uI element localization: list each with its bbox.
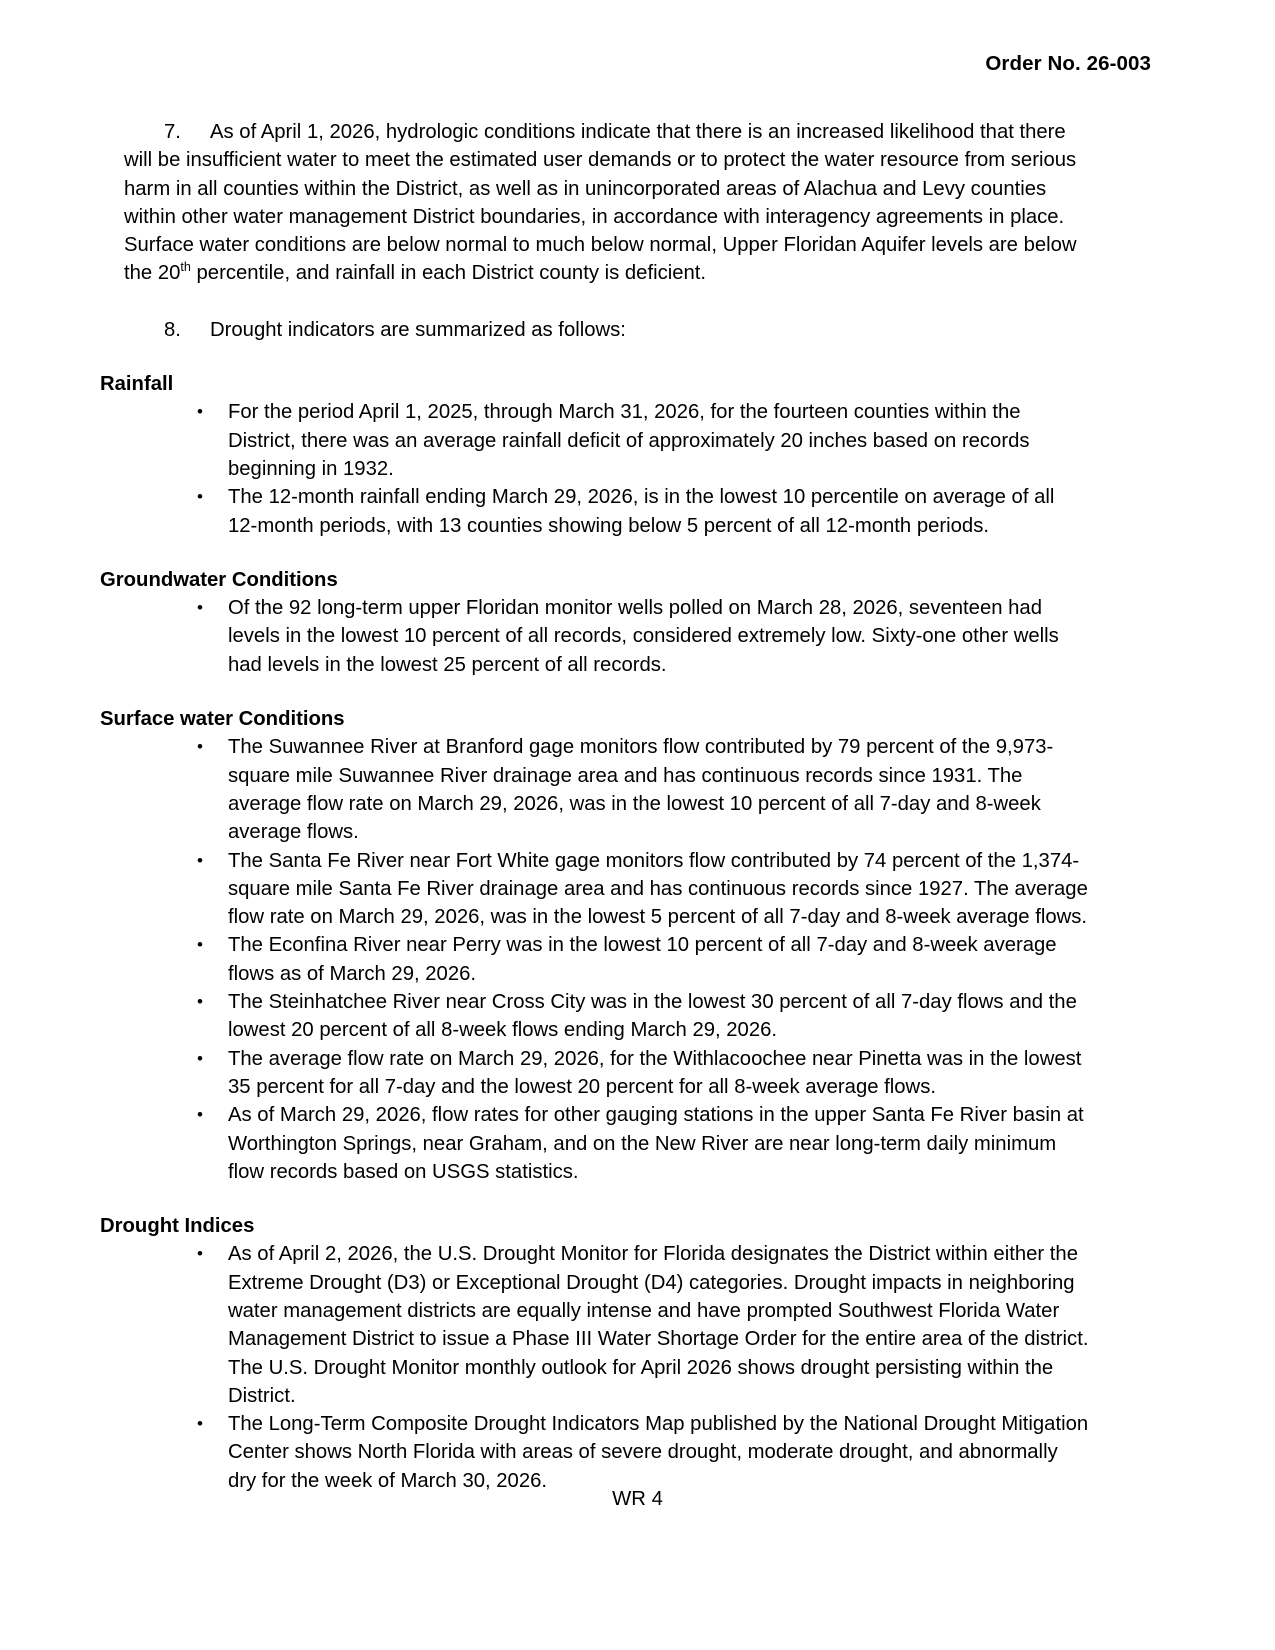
list-item-text: As of March 29, 2026, flow rates for other gauging stations in the upper Santa Fe River basin at Worthington Springs, near Graham, and on the New River are near long-term daily minimum flow records based on USGS statistics. — [228, 1104, 1084, 1183]
list-item-text: The 12-month rainfall ending March 29, 2026, is in the lowest 10 percentile on average of all 12-month periods, with 13 counties showing below 5 percent of all 12-month periods. — [228, 486, 1055, 537]
page-footer: WR 4 — [612, 1488, 663, 1510]
list-item — [124, 483, 1089, 540]
list-item-text: As of April 2, 2026, the U.S. Drought Monitor for Florida designates the District within either the Extreme Drought (D3) or Exceptional Drought (D4) categories. Drought impacts in neighboring water management districts are equally intense and have prompted Southwest Florida Water Management District to issue a Phase III Water Shortage Order for the entire area of the district. The U.S. Drought Monitor monthly outlook for April 2026 shows drought persisting within the District. — [228, 1243, 1089, 1407]
bullet-icon: • — [197, 402, 203, 422]
bullet-icon: • — [197, 1414, 203, 1434]
page-header-order-number: Order No. 26-003 — [985, 52, 1151, 75]
section-heading-rainfall: Rainfall — [100, 373, 174, 396]
spacer — [124, 679, 1089, 705]
list-item — [124, 733, 1089, 846]
paragraph-8-text: Drought indicators are summarized as follows: — [210, 318, 626, 341]
bullet-icon: • — [197, 1244, 203, 1264]
list-item — [124, 988, 1089, 1045]
bullet-icon: • — [197, 1105, 203, 1125]
bullet-icon: • — [197, 598, 203, 618]
bullet-icon: • — [197, 1048, 203, 1068]
list-item — [124, 1410, 1089, 1495]
list-item — [124, 594, 1089, 679]
bullet-icon: • — [197, 935, 203, 955]
ordinal-suffix: th — [180, 260, 191, 275]
list-item-text: For the period April 1, 2025, through March 31, 2026, for the fourteen counties within the District, there was an average rainfall deficit of approximately 20 inches based on records beginning in 1932. — [228, 401, 1030, 480]
list-item-text: The Suwannee River at Branford gage monitors flow contributed by 79 percent of the 9,973-square mile Suwannee River drainage area and has continuous records since 1931. The average flow rate on March 29, 2026, was in the lowest 10 percent of all 7-day and 8-week average flows. — [228, 736, 1054, 844]
list-item-text: The Long-Term Composite Drought Indicators Map published by the National Drought Mitigation Center shows North Florida with areas of severe drought, moderate drought, and abnormally dry for the week of March 30, 2026. — [228, 1413, 1089, 1492]
bullet-icon: • — [197, 992, 203, 1012]
bullet-list-groundwater — [124, 594, 1089, 679]
paragraph-8 — [124, 316, 1089, 344]
bullet-icon: • — [197, 850, 203, 870]
document-body — [100, 118, 1089, 1495]
list-item-text: The Steinhatchee River near Cross City was in the lowest 30 percent of all 7-day flows and the lowest 20 percent of all 8-week flows ending March 29, 2026. — [228, 991, 1077, 1042]
paragraph-8-number: 8. — [164, 318, 181, 341]
list-item — [124, 847, 1089, 932]
paragraph-7-number: 7. — [164, 121, 181, 143]
paragraph-7-text-part2: percentile, and rainfall in each District county is deficient. — [190, 262, 707, 285]
list-item-text: The average flow rate on March 29, 2026, for the Withlacoochee near Pinetta was in the lowest 35 percent for all 7-day and the lowest 20 percent for all 8-week average flows. — [228, 1047, 1082, 1098]
list-item — [124, 1101, 1089, 1186]
list-item — [124, 1045, 1089, 1102]
list-item-text: The Econfina River near Perry was in the lowest 10 percent of all 7-day and 8-week average flows as of March 29, 2026. — [228, 934, 1057, 985]
spacer — [124, 344, 1089, 370]
bullet-list-drought-indices — [124, 1240, 1089, 1495]
spacer — [124, 288, 1089, 316]
bullet-icon: • — [197, 487, 203, 507]
paragraph-7-text-part1: As of April 1, 2026, hydrologic conditions indicate that there is an increased likelihood that there will be insufficient water to meet the estimated user demands or to protect the water resource from serious harm in all counties within the District, as well as in unincorporated areas of Alachua and Levy counties within other water management District boundaries, in accordance with interagency agreements in place. Surface water conditions are below normal to much below normal, Upper Floridan Aquifer levels are below the 20 — [124, 121, 1077, 285]
list-item — [124, 931, 1089, 988]
section-heading-groundwater-conditions: Groundwater Conditions — [100, 568, 338, 591]
bullet-list-surface-water — [124, 733, 1089, 1186]
list-item-text: Of the 92 long-term upper Floridan monitor wells polled on March 28, 2026, seventeen had levels in the lowest 10 percent of all records, considered extremely low. Sixty-one other wells had levels in the lowest 25 percent of all records. — [228, 597, 1059, 676]
list-item — [124, 1240, 1089, 1410]
section-heading-drought-indices: Drought Indices — [100, 1215, 255, 1238]
bullet-list-rainfall — [124, 398, 1089, 539]
spacer — [124, 1186, 1089, 1212]
list-item — [124, 398, 1089, 483]
spacer — [124, 540, 1089, 566]
bullet-icon: • — [197, 737, 203, 757]
section-heading-surface-water-conditions: Surface water Conditions — [100, 708, 345, 731]
list-item-text: The Santa Fe River near Fort White gage monitors flow contributed by 74 percent of the 1,374-square mile Santa Fe River drainage area and has continuous records since 1927. The average flow rate on March 29, 2026, was in the lowest 5 percent of all 7-day and 8-week average flows. — [228, 849, 1088, 929]
paragraph-7 — [124, 118, 1089, 288]
